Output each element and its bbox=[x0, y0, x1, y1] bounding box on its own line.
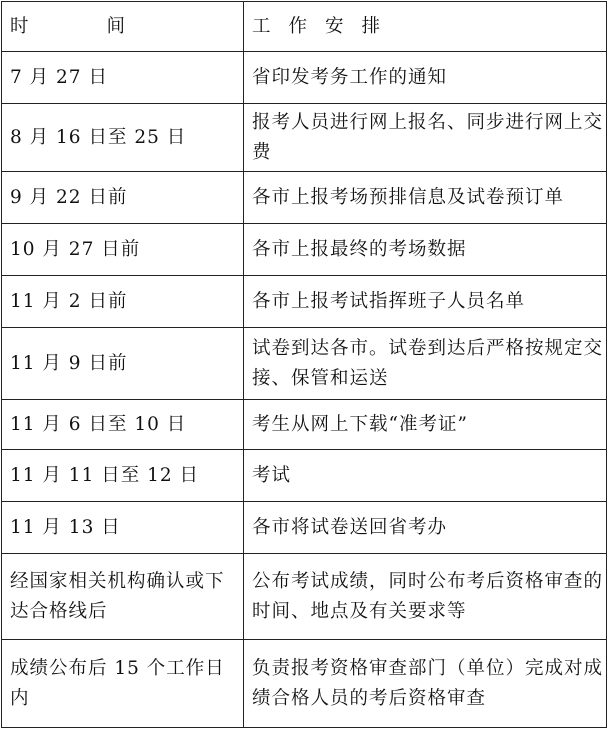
row-time: 8 月 16 日至 25 日 bbox=[2, 104, 244, 172]
row-time: 11 月 11 日至 12 日 bbox=[2, 450, 244, 502]
schedule-table bbox=[1, 1, 607, 728]
row-task: 公布考试成绩，同时公布考后资格审查的时间、地点及有关要求等 bbox=[244, 554, 607, 640]
table-row bbox=[2, 554, 607, 640]
table-row bbox=[2, 224, 607, 276]
row-task: 试卷到达各市。试卷到达后严格按规定交接、保管和运送 bbox=[244, 328, 607, 400]
row-task: 考生从网上下载“准考证” bbox=[244, 400, 607, 450]
row-time: 11 月 6 日至 10 日 bbox=[2, 400, 244, 450]
table-header-row bbox=[2, 2, 607, 52]
header-task: 工作安排 bbox=[244, 2, 607, 52]
row-task: 各市上报考试指挥班子人员名单 bbox=[244, 276, 607, 328]
table-row bbox=[2, 502, 607, 554]
row-task: 考试 bbox=[244, 450, 607, 502]
row-task: 各市上报考场预排信息及试卷预订单 bbox=[244, 172, 607, 224]
row-task: 负责报考资格审查部门（单位）完成对成绩合格人员的考后资格审查 bbox=[244, 640, 607, 728]
row-time: 11 月 2 日前 bbox=[2, 276, 244, 328]
row-time: 经国家相关机构确认或下达合格线后 bbox=[2, 554, 244, 640]
table-row bbox=[2, 400, 607, 450]
header-time: 时间 bbox=[2, 2, 244, 52]
row-time: 11 月 13 日 bbox=[2, 502, 244, 554]
row-time: 成绩公布后 15 个工作日内 bbox=[2, 640, 244, 728]
table-row bbox=[2, 276, 607, 328]
row-time: 11 月 9 日前 bbox=[2, 328, 244, 400]
table-row bbox=[2, 640, 607, 728]
row-task: 各市将试卷送回省考办 bbox=[244, 502, 607, 554]
table-row bbox=[2, 104, 607, 172]
row-time: 7 月 27 日 bbox=[2, 52, 244, 104]
row-time: 10 月 27 日前 bbox=[2, 224, 244, 276]
table-row bbox=[2, 328, 607, 400]
row-task: 报考人员进行网上报名、同步进行网上交费 bbox=[244, 104, 607, 172]
row-task: 省印发考务工作的通知 bbox=[244, 52, 607, 104]
table-row bbox=[2, 172, 607, 224]
row-time: 9 月 22 日前 bbox=[2, 172, 244, 224]
table-row bbox=[2, 52, 607, 104]
table-row bbox=[2, 450, 607, 502]
row-task: 各市上报最终的考场数据 bbox=[244, 224, 607, 276]
